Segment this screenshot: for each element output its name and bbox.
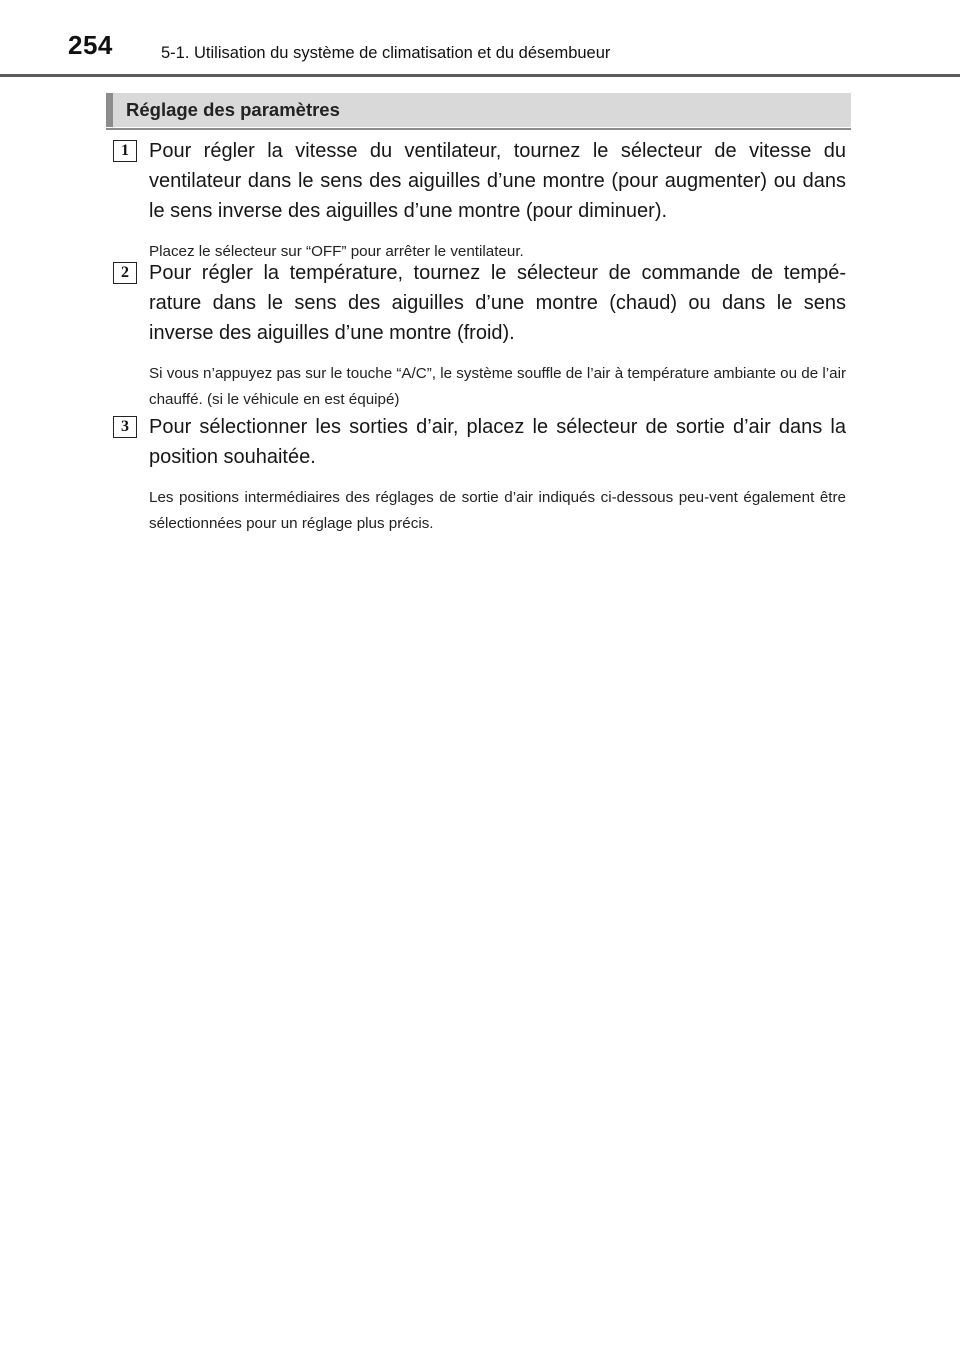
step-number-badge: 1 [113,140,137,162]
header-divider [0,74,960,77]
section-underline [106,128,851,130]
step-instruction: Pour régler la température, tournez le sélecteur de commande de tempé-rature dans le sens des aiguilles d’une montre (chaud) ou dans le sens inverse des aiguilles d’une montre (froid). [149,262,846,344]
chapter-title: 5-1. Utilisation du système de climatisation et du désembueur [161,44,611,62]
section-accent [106,93,113,127]
step-3 [113,412,846,537]
step-2 [113,258,846,413]
page-number: 254 [68,30,113,60]
step-1 [113,136,846,265]
step-instruction: Pour régler la vitesse du ventilateur, tournez le sélecteur de vitesse du ventilateur dans le sens des aiguilles d’une montre (pour augmenter) ou dans le sens inverse des aiguilles d’une montre (pour diminuer). [149,140,846,222]
step-number-badge: 2 [113,262,137,284]
step-note: Les positions intermédiaires des réglages de sortie d’air indiqués ci-dessous peu-vent également être sélectionnées pour un réglage plus précis. [149,489,846,532]
section-heading-bar [106,93,851,127]
section-title: Réglage des paramètres [126,99,340,120]
step-note: Placez le sélecteur sur “OFF” pour arrêter le ventilateur. [149,243,524,260]
step-number-badge: 3 [113,416,137,438]
step-instruction: Pour sélectionner les sorties d’air, placez le sélecteur de sortie d’air dans la position souhaitée. [149,416,846,468]
step-note: Si vous n’appuyez pas sur le touche “A/C”, le système souffle de l’air à température ambiante ou de l’air chauffé. (si le véhicule en est équipé) [149,365,847,408]
